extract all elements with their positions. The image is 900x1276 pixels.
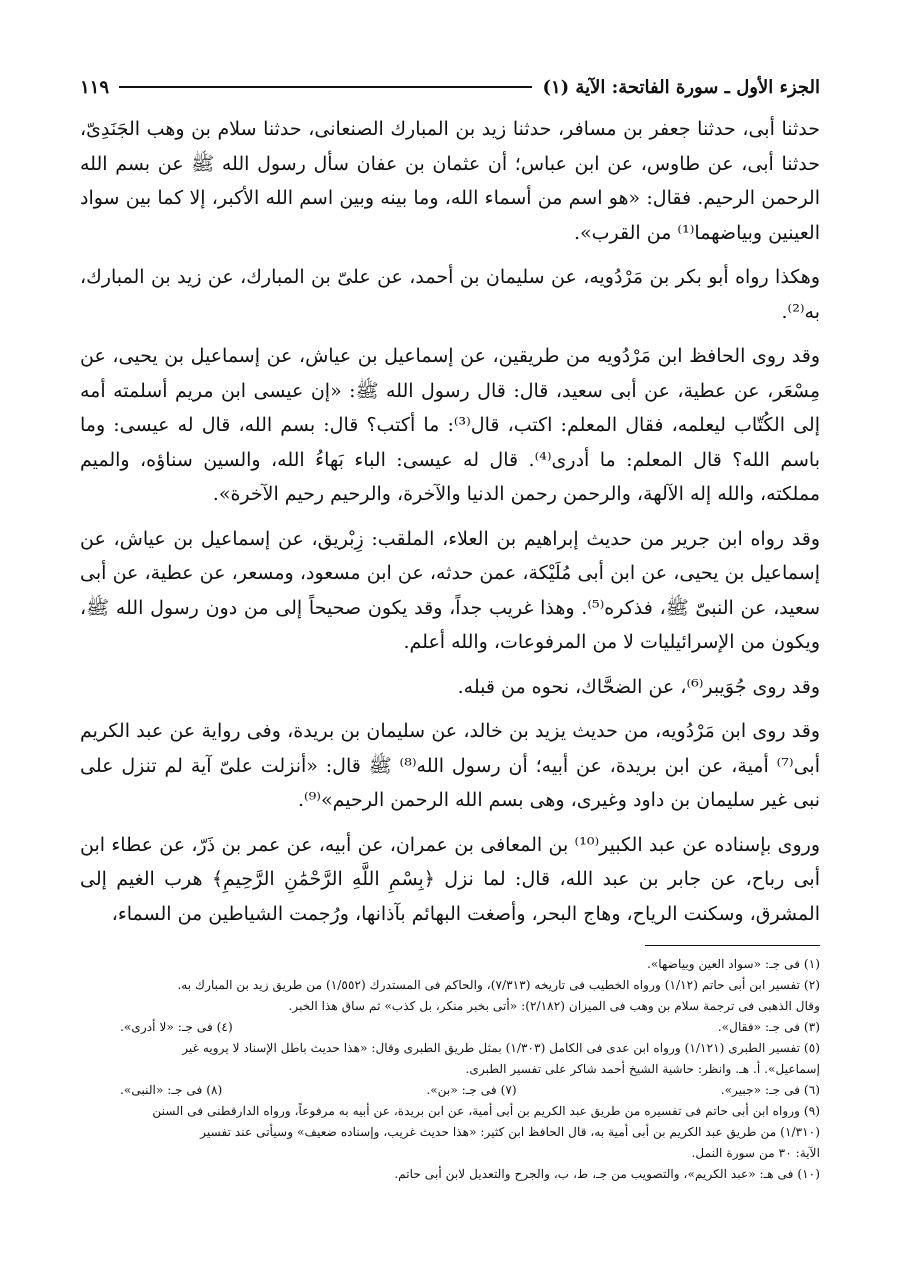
footnote: (٨) فى جـ: «النبى». [120, 1083, 223, 1097]
footnote: (٩) ورواه ابن أبى حاتم فى تفسيره من طريق عبد الكريم بن أبى أمية، عن ابن بريدة، عن أبيه به مرفوعاً، ورواه الدارقطنى فى السنن [152, 1104, 820, 1118]
footnote: (٧) فى جـ: «بن». [426, 1083, 517, 1097]
footnote: (٦) فى جـ: «جبير». [720, 1083, 820, 1097]
footnote-continuation: الآية: ٣٠ من سورة النمل. [691, 1146, 820, 1160]
paragraph: وقد روى ابن مَرْدُويه، من حديث يزيد بن خالد، عن سليمان بن بريدة، وفى رواية عن عبد الكريم أبى⁽⁷⁾ أمية، عن ابن بريدة، عن أبيه؛ أن رسول الله⁽⁸⁾ ﷺ قال: «أنزلت علىّ آية لم تنزل على نبى غير سليمان بن داود وغيرى، وهى بسم الله الرحمن الرحيم»⁽⁹⁾. [80, 720, 820, 811]
footnote-row [80, 1080, 820, 1101]
main-text [80, 112, 820, 931]
footnote: (٢) تفسير ابن أبى حاتم (١/١٢) ورواه الخطيب فى تاريخه (٧/٣١٣)، والحاكم فى المستدرك (١/٥٥٢) من طريق زيد بن المبارك به. [177, 978, 820, 992]
footnotes [80, 954, 820, 1185]
paragraph: وقد روى الحافظ ابن مَرْدُويه من طريقين، عن إسماعيل بن عياش، عن إسماعيل بن يحيى، عن مِسْعَر، عن عطية، عن أبى سعيد، قال: قال رسول الله ﷺ: «إن عيسى ابن مريم أسلمته أمه إلى الكُتّاب ليعلمه، فقال المعلم: اكتب، قال⁽³⁾: ما أكتب؟ قال: بسم الله، قال له عيسى: وما باسم الله؟ قال المعلم: ما أدرى⁽⁴⁾. قال له عيسى: الباء بَهاءُ الله، والسين سناؤه، والميم مملكته، والله إله الآلهة، والرحمن رحمن الدنيا والآخرة، والرحيم رحيم الآخرة». [80, 345, 820, 505]
footnote: (٥) تفسير الطبرى (١/١٢١) ورواه ابن عدى فى الكامل (١/٣٠٣) بمثل طريق الطبرى وقال: «هذا حديث باطل الإسناد لا يرويه غير [182, 1041, 820, 1055]
header-title: الجزء الأول ـ سورة الفاتحة: الآية (١) [542, 76, 820, 98]
paragraph: وهكذا رواه أبو بكر بن مَرْدُويه، عن سليمان بن أحمد، عن علىّ بن المبارك، عن زيد بن المبارك، به⁽²⁾. [80, 266, 820, 323]
paragraph: حدثنا أبى، حدثنا جعفر بن مسافر، حدثنا زيد بن المبارك الصنعانى، حدثنا سلام بن وهب الجَنَدِىّ، حدثنا أبى، عن طاوس، عن ابن عباس؛ أن عثمان بن عفان سأل رسول الله ﷺ عن بسم الله الرحمن الرحيم. فقال: «هو اسم من أسماء الله، وما بينه وبين اسم الله الأكبر، إلا كما بين سواد العينين وبياضهما⁽¹⁾ من القرب». [80, 118, 820, 244]
footnote-separator [645, 945, 820, 946]
paragraph: وقد روى جُوَيبر⁽⁶⁾، عن الضحَّاك، نحوه من قبله. [457, 675, 820, 698]
page-number: ١١٩ [80, 76, 110, 98]
paragraph: وروى بإسناده عن عبد الكبير⁽¹⁰⁾ بن المعافى بن عمران، عن أبيه، عن عمر بن ذَرّ، عن عطاء ابن أبى رباح، عن جابر بن عبد الله، قال: لما نزل ﴿بِسْمِ اللَّهِ الرَّحْمَٰنِ الرَّحِيمِ﴾ هرب الغيم إلى المشرق، وسكنت الرياح، وهاج البحر، وأصغت البهائم بآذانها، ورُجمت الشياطين من السماء، [80, 833, 820, 925]
footnote-row [80, 1017, 820, 1038]
footnote-continuation: إسماعيل». أ. هـ. وانظر: حاشية الشيخ أحمد شاكر على تفسير الطبرى. [465, 1062, 820, 1076]
footnote: (١) فى جـ: «سواد العين وبياضها». [646, 957, 820, 971]
running-header [80, 70, 820, 104]
footnote: (٣) فى جـ: «فقال». [717, 1020, 820, 1034]
footnote: (١٠) فى هـ: «عبد الكريم»، والتصويب من جـ، ط، ب، والجرح والتعديل لابن أبى حاتم. [394, 1167, 820, 1181]
footnote: (٤) فى جـ: «لا أدرى». [120, 1020, 233, 1034]
paragraph: وقد رواه ابن جرير من حديث إبراهيم بن العلاء، الملقب: زِبْريق، عن إسماعيل بن عياش، عن إسماعيل بن يحيى، عن ابن أبى مُلَيْكة، عمن حدثه، عن ابن مسعود، ومسعر، عن عطية، عن أبى سعيد، عن النبىّ ﷺ، فذكره⁽⁵⁾. وهذا غريب جداً، وقد يكون صحيحاً إلى من دون رسول الله ﷺ، ويكون من الإسرائيليات لا من المرفوعات، والله أعلم. [80, 527, 820, 653]
footnote-continuation: وقال الذهبى فى ترجمة سلام بن وهب فى الميزان (٢/١٨٢): «أتى بخبر منكر، بل كذب» ثم ساق هذا الخبر. [288, 999, 820, 1013]
header-rule [119, 86, 532, 88]
footnote-continuation: (١/٣١٠) من طريق عبد الكريم بن أبى أمية به، قال الحافظ ابن كثير: «هذا حديث غريب، وإسناده ضعيف» وسيأتى عند تفسير [200, 1125, 820, 1139]
